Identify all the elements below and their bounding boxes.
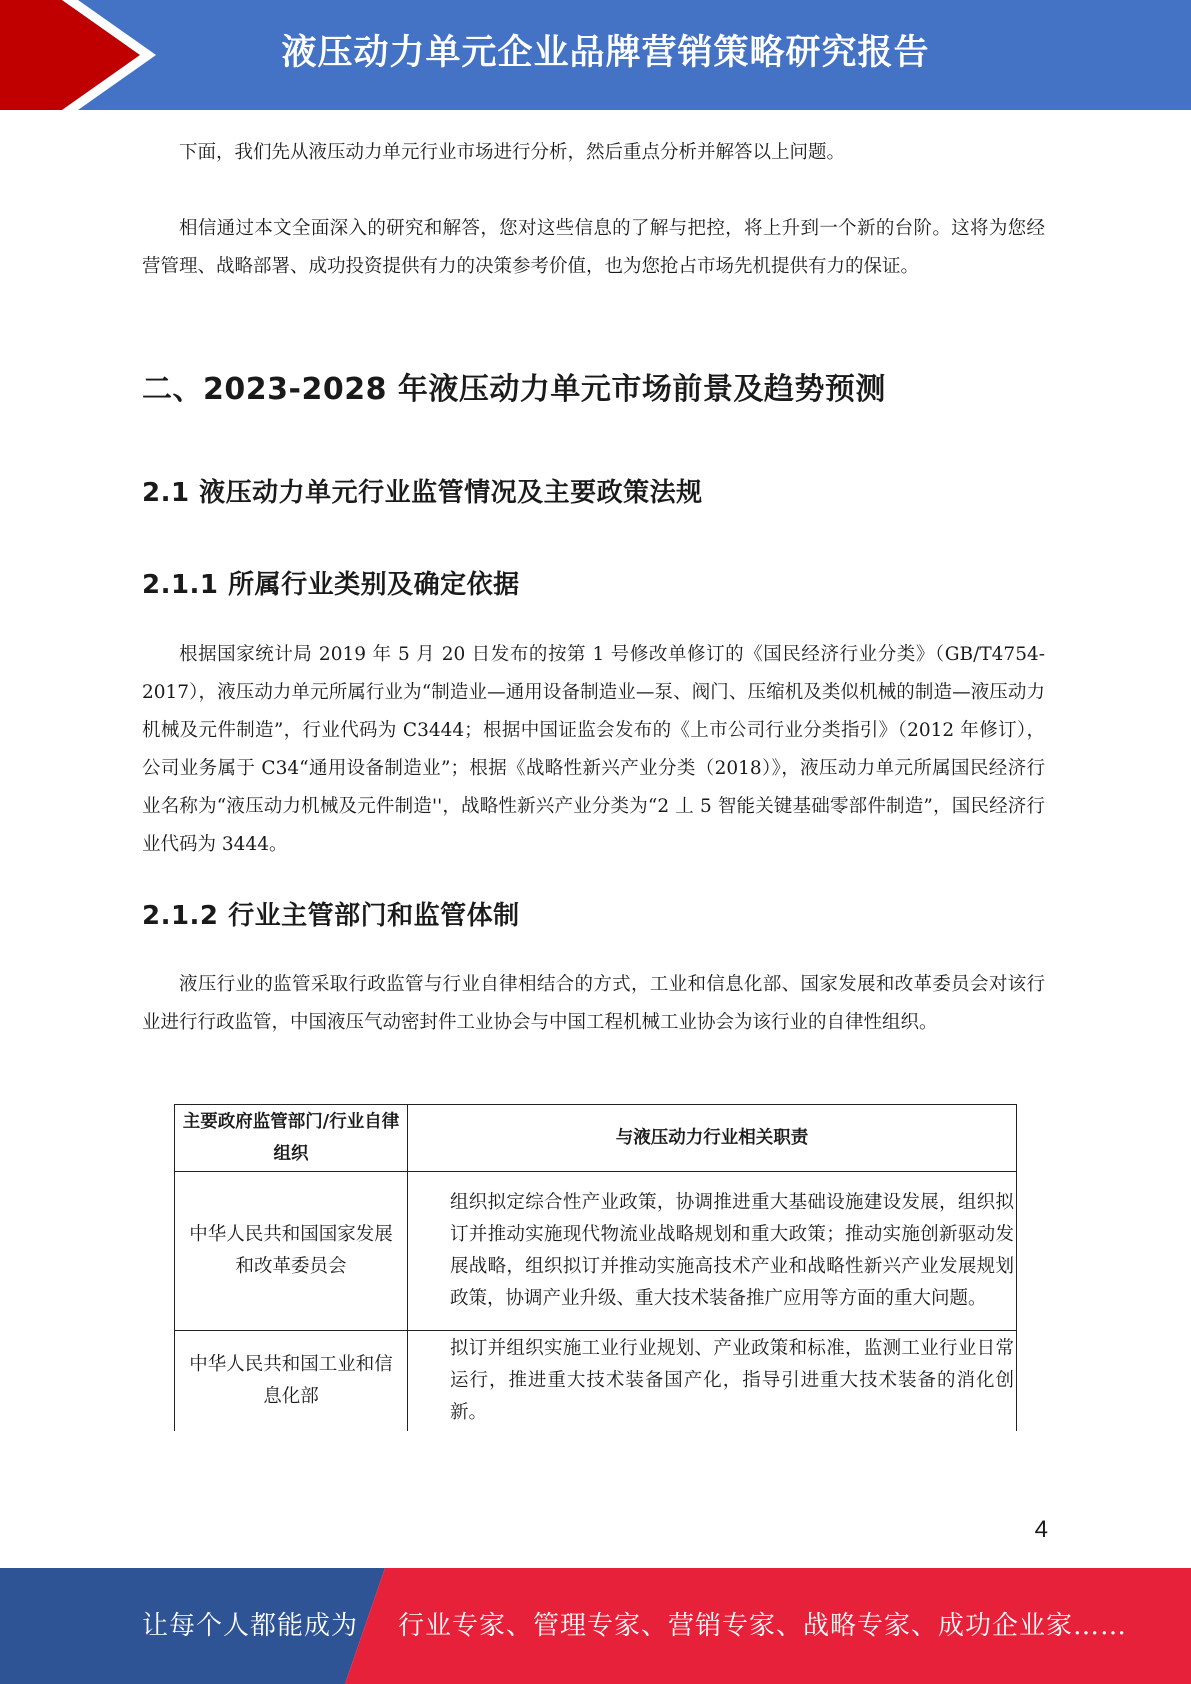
regulatory-system-paragraph: 液压行业的监管采取行政监管与行业自律相结合的方式，工业和信息化部、国家发展和改革委员会对该行业进行行政监管，中国液压气动密封件工业协会与中国工程机械工业协会为该行业的自律性组织。: [142, 974, 1045, 1033]
regulatory-bodies-table: [174, 1104, 1017, 1431]
subsection-heading-2-1-1: 2.1.1 所属行业类别及确定依据: [142, 570, 520, 600]
table-row: [175, 1331, 1017, 1432]
organization-cell: 中华人民共和国工业和信息化部: [175, 1331, 408, 1432]
organization-cell: 中华人民共和国国家发展和改革委员会: [175, 1172, 408, 1331]
section-heading: 二、2023-2028 年液压动力单元市场前景及趋势预测: [142, 372, 886, 407]
subsection-heading-2-1: 2.1 液压动力单元行业监管情况及主要政策法规: [142, 478, 703, 508]
intro-paragraph-2: 相信通过本文全面深入的研究和解答，您对这些信息的了解与把控，将上升到一个新的台阶。这将为您经营管理、战略部署、成功投资提供有力的决策参考价值，也为您抢占市场先机提供有力的保证。: [142, 218, 1045, 277]
duties-cell: 组织拟定综合性产业政策，协调推进重大基础设施建设发展，组织拟订并推动实施现代物流业战略规划和重大政策；推动实施创新驱动发展战略，组织拟订并推动实施高技术产业和战略性新兴产业发展规划政策，协调产业升级、重大技术装备推广应用等方面的重大问题。: [408, 1172, 1017, 1331]
industry-classification-paragraph: 根据国家统计局 2019 年 5 月 20 日发布的按第 1 号修改单修订的《国民经济行业分类》（GB/T4754-2017），液压动力单元所属行业为“制造业—通用设备制造业—泵、阀门、压缩机及类似机械的制造—液压动力机械及元件制造”，行业代码为 C3444；根据中国证监会发布的《上市公司行业分类指引》（2012 年修订），公司业务属于 C34“通用设备制造业”；根据《战略性新兴产业分类（2018）》，液压动力单元所属国民经济行业名称为“液压动力机械及元件制造''，战略性新兴产业分类为“2 丄 5 智能关键基础零部件制造”，国民经济行业代码为 3444。: [142, 644, 1045, 855]
footer-slogan-right: 行业专家、管理专家、营销专家、战略专家、成功企业家……: [398, 1611, 1128, 1641]
duties-cell: 拟订并组织实施工业行业规划、产业政策和标准，监测工业行业日常运行，推进重大技术装备国产化，指导引进重大技术装备的消化创新。: [408, 1331, 1017, 1432]
table-row: [175, 1172, 1017, 1331]
column-header-duties: 与液压动力行业相关职责: [408, 1105, 1017, 1172]
report-title: 液压动力单元企业品牌营销策略研究报告: [281, 33, 930, 73]
column-header-organization: 主要政府监管部门/行业自律组织: [175, 1105, 408, 1172]
table-header-row: [175, 1105, 1017, 1172]
page-number: 4: [1034, 1516, 1048, 1543]
subsection-heading-2-1-2: 2.1.2 行业主管部门和监管体制: [142, 901, 520, 931]
footer-slogan-left: 让每个人都能成为: [142, 1611, 359, 1641]
report-header: [0, 0, 1191, 110]
report-footer: [0, 1568, 1191, 1684]
intro-paragraph-1: 下面，我们先从液压动力单元行业市场进行分析，然后重点分析并解答以上问题。: [179, 142, 846, 163]
